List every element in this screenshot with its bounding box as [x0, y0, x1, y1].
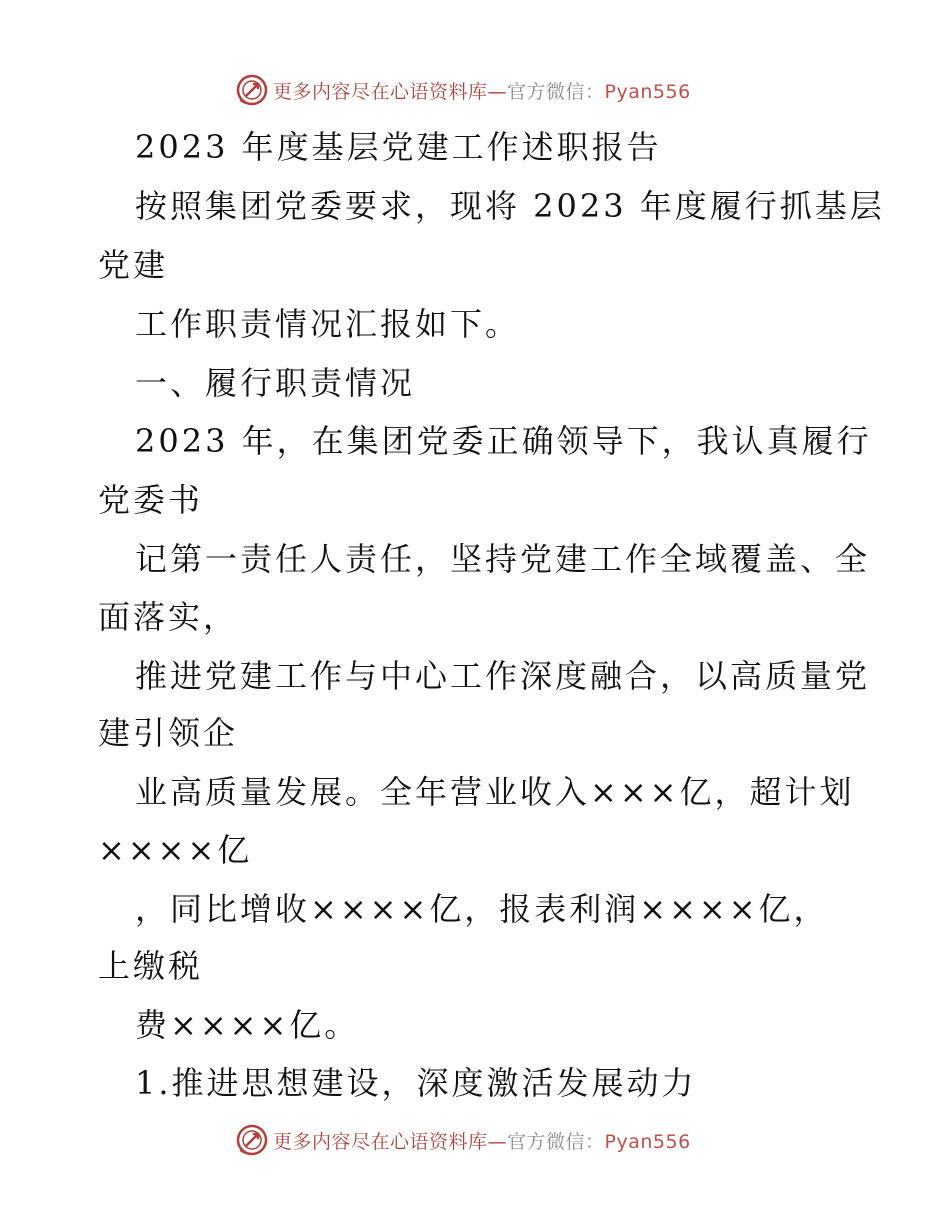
paragraph-line: 工作职责情况汇报如下。	[135, 305, 521, 343]
paragraph-line: 上缴税	[98, 947, 204, 985]
document-title: 2023 年度基层党建工作述职报告	[135, 128, 662, 166]
banner-wechat-id: Pyan556	[604, 80, 691, 103]
paragraph-line: 2023 年，在集团党委正确领导下，我认真履行	[135, 422, 872, 460]
section-heading: 一、履行职责情况	[135, 364, 416, 402]
seal-logo-icon	[235, 73, 269, 107]
subsection-heading: 1.推进思想建设，深度激活发展动力	[135, 1064, 697, 1102]
banner-wechat-id: Pyan556	[604, 1130, 691, 1153]
paragraph-line: 建引领企	[98, 714, 239, 752]
banner-text	[273, 77, 691, 104]
banner-wechat-label: 官方微信：	[507, 1130, 605, 1153]
paragraph-line: 面落实，	[98, 598, 239, 636]
paragraph-line: 党委书	[98, 481, 204, 519]
seal-logo-icon	[235, 1123, 269, 1157]
paragraph-line: 记第一责任人责任，坚持党建工作全域覆盖、全	[135, 540, 871, 578]
banner-text	[273, 1127, 691, 1154]
banner-wechat-label: 官方微信：	[507, 80, 605, 103]
paragraph-line: ，同比增收××××亿，报表利润××××亿，	[135, 890, 829, 928]
banner-main-text: 更多内容尽在心语资料库—	[273, 1130, 508, 1153]
banner-main-text: 更多内容尽在心语资料库—	[273, 80, 508, 103]
paragraph-line: ××××亿	[98, 831, 253, 869]
paragraph-line: 按照集团党委要求，现将 2023 年度履行抓基层	[135, 187, 885, 225]
paragraph-line: 党建	[98, 246, 169, 284]
paragraph-line: 推进党建工作与中心工作深度融合，以高质量党	[135, 657, 871, 695]
footer-watermark-banner	[235, 1122, 691, 1158]
header-watermark-banner	[235, 72, 691, 108]
paragraph-line: 业高质量发展。全年营业收入×××亿，超计划	[135, 773, 855, 811]
paragraph-line: 费××××亿。	[135, 1006, 360, 1044]
